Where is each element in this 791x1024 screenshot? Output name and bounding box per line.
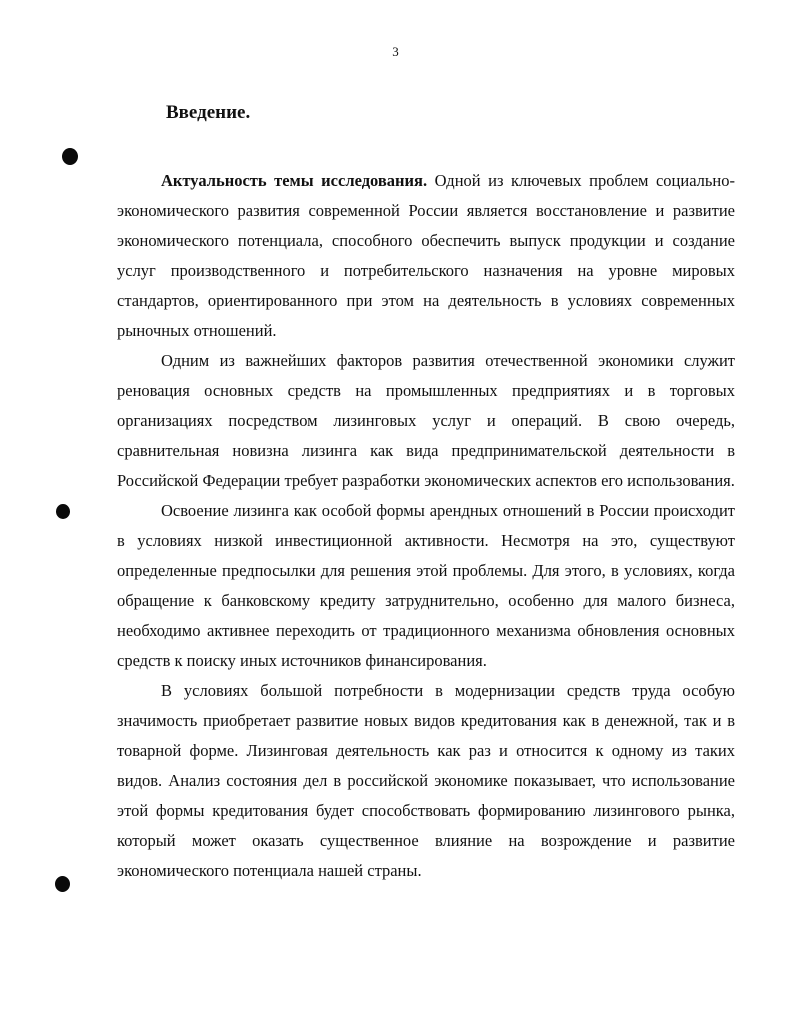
- punch-hole-mark: [55, 876, 70, 892]
- paragraph-4: В условиях большой потребности в модернизации средств труда особую значимость приобретает развитие новых видов кредитования как в денежной, так и в товарной форме. Лизинговая деятельность как раз и относится к одному из таких видов. Анализ состояния дел в российской экономике показывает, что использование этой формы кредитования будет способствовать формированию лизингового рынка, который может оказать существенное влияние на возрождение и развитие экономического потенциала нашей страны.: [117, 681, 735, 880]
- body-text: [117, 166, 735, 886]
- paragraph-1: [117, 166, 735, 346]
- punch-hole-mark: [56, 504, 70, 519]
- page-title: Введение.: [166, 102, 251, 123]
- punch-hole-mark: [62, 148, 78, 165]
- paragraph-3: Освоение лизинга как особой формы арендных отношений в России происходит в условиях низкой инвестиционной активности. Несмотря на это, существуют определенные предпосылки для решения этой проблемы. Для этого, в условиях, когда обращение к банковскому кредиту затруднительно, особенно для малого бизнеса, необходимо активнее переходить от традиционного механизма обновления основных средств к поиску иных источников финансирования.: [117, 501, 735, 670]
- paragraph-2: Одним из важнейших факторов развития отечественной экономики служит реновация основных средств на промышленных предприятиях и в торговых организациях посредством лизинговых услуг и операций. В свою очередь, сравнительная новизна лизинга как вида предпринимательской деятельности в Российской Федерации требует разработки экономических аспектов его использования.: [117, 351, 735, 490]
- paragraph-text: Одной из ключевых проблем социально-экономического развития современной России является восстановление и развитие экономического потенциала, способного обеспечить выпуск продукции и создание услуг производственного и потребительского назначения на уровне мировых стандартов, ориентированного при этом на деятельность в условиях современных рыночных отношений.: [117, 171, 735, 340]
- paragraph-lead: Актуальность темы исследования.: [161, 171, 428, 190]
- page-number: 3: [392, 44, 399, 59]
